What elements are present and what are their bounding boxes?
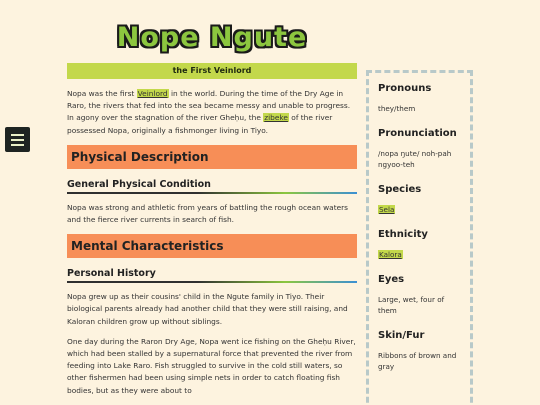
history-paragraph-2: One day during the Raron Dry Age, Nopa went ice fishing on the Gheḥu River, which had been stalled by a supernatural force that prevented the river from feeding into Lake Raro. Fish struggled to survive in the cold still waters, so other fishermen had been using simple nets in order to catch floating fish bodies, but as they were about to: [67, 336, 356, 395]
page-title: Nope Ngute: [116, 22, 308, 53]
pronunciation-value: /nopa ŋute/ noh-pah ngyoo-teh: [378, 149, 452, 169]
subsection-heading-physical-condition: General Physical Condition: [67, 179, 357, 194]
pronunciation-heading: Pronunciation: [378, 128, 457, 139]
menu-icon-bar: [11, 134, 24, 136]
species-link[interactable]: Sela: [379, 205, 395, 214]
intro-paragraph: [67, 88, 357, 137]
pronouns-heading: Pronouns: [378, 83, 432, 94]
intro-text: in the world. During the time of the Dry Age in Raro, the rivers that fed into the sea became messy and unable to progress. In agony over the stagnation of the river Gheḥu, the: [67, 89, 351, 123]
menu-icon-bar: [11, 144, 24, 146]
infobox-sidebar: [366, 70, 473, 405]
intro-text: Nopa was the first: [67, 89, 137, 98]
eyes-heading: Eyes: [378, 274, 405, 285]
ethnicity-value: [378, 249, 461, 260]
species-heading: Species: [378, 184, 422, 195]
skin-value: Ribbons of brown and gray: [378, 351, 457, 371]
page-subtitle: the First Veinlord: [67, 63, 357, 79]
ethnicity-heading: Ethnicity: [378, 229, 428, 240]
subsection-heading-personal-history: Personal History: [67, 268, 357, 283]
species-value: [378, 204, 461, 215]
section-heading-physical: Physical Description: [67, 145, 357, 169]
veinlord-link[interactable]: Veinlord: [137, 89, 168, 98]
ethnicity-link[interactable]: Kalora: [379, 250, 402, 259]
hamburger-menu-button[interactable]: [5, 127, 30, 152]
menu-icon-bar: [11, 139, 24, 141]
main-content: [67, 88, 357, 405]
eyes-value: Large, wet, four of them: [378, 295, 445, 315]
skin-heading: Skin/Fur: [378, 330, 425, 341]
pronouns-value: they/them: [378, 104, 416, 113]
intro-text: of the river possessed Nopa, originally a fishmonger living in Tiyo.: [67, 113, 333, 135]
zibeke-link[interactable]: zibeke: [264, 113, 288, 123]
section-heading-mental: Mental Characteristics: [67, 234, 357, 258]
physical-paragraph: Nopa was strong and athletic from years of battling the rough ocean waters and the fierce river currents in search of fish.: [67, 202, 349, 225]
history-paragraph-1: Nopa grew up as their cousins' child in the Ngute family in Tiyo. Their biological parents already had another child that they were still raising, and Kaloran children grow up without siblings.: [67, 292, 348, 326]
